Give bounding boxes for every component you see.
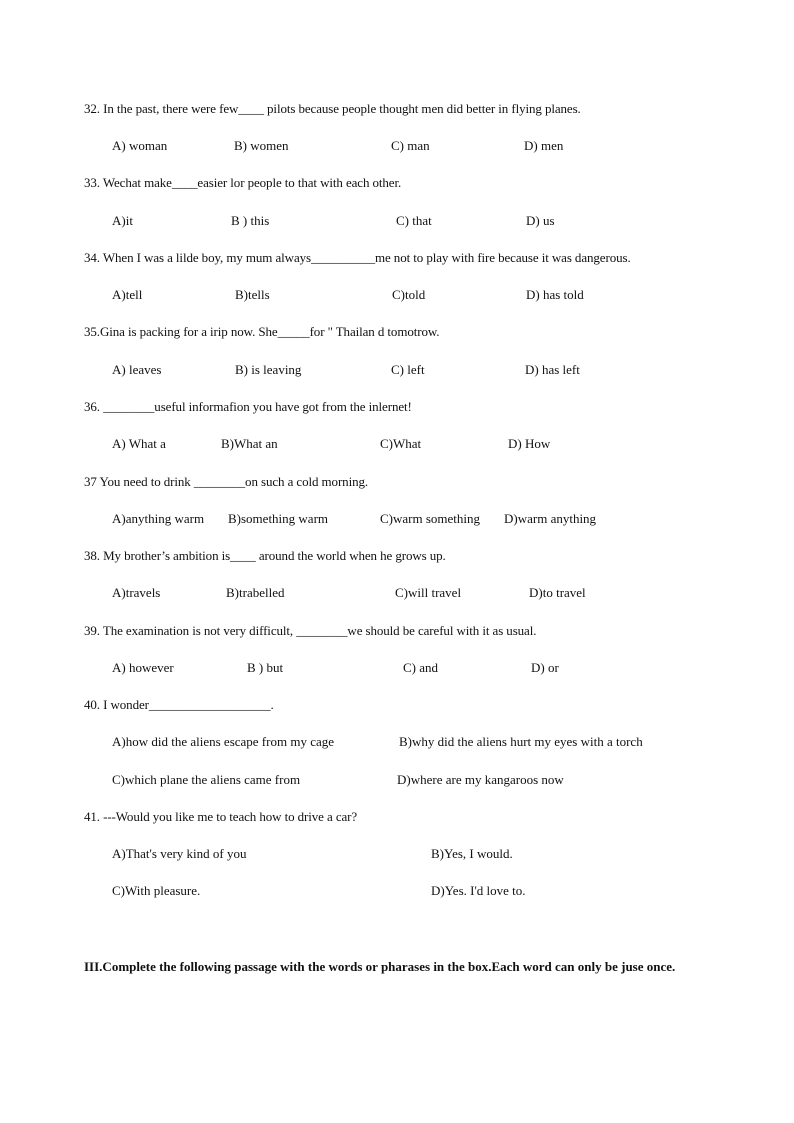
q39-option-a: A) however bbox=[112, 660, 174, 675]
q37-option-c: C)warm something bbox=[380, 511, 481, 526]
q32-option-a: A) woman bbox=[112, 138, 168, 153]
section-heading: III.Complete the following passage with the words or pharases in the box.Each word can only be juse once. bbox=[84, 959, 676, 974]
question-37: 37 You need to drink ________on such a cold morning. bbox=[84, 474, 369, 489]
q41-option-c: C)With pleasure. bbox=[112, 883, 201, 898]
q36-option-c: C)What bbox=[380, 436, 422, 451]
q34-option-b: B)tells bbox=[235, 287, 270, 302]
q38-option-b: B)trabelled bbox=[226, 585, 285, 600]
q32-option-d: D) men bbox=[524, 138, 564, 153]
question-35: 35.Gina is packing for a irip now. She_____for " Thailan d tomotrow. bbox=[84, 324, 440, 339]
q41-option-d: D)Yes. I'd love to. bbox=[431, 883, 526, 898]
q37-option-b: B)something warm bbox=[228, 511, 329, 526]
q39-option-c: C) and bbox=[403, 660, 439, 675]
q35-option-c: C) left bbox=[391, 362, 425, 377]
q34-option-c: C)told bbox=[392, 287, 426, 302]
q32-option-b: B) women bbox=[234, 138, 289, 153]
question-32: 32. In the past, there were few____ pilots because people thought men did better in flying planes. bbox=[84, 101, 581, 116]
q39-option-b: B ) but bbox=[247, 660, 284, 675]
q38-option-c: C)will travel bbox=[395, 585, 462, 600]
q34-option-a: A)tell bbox=[112, 287, 143, 302]
q38-option-d: D)to travel bbox=[529, 585, 586, 600]
q33-option-c: C) that bbox=[396, 213, 432, 228]
q40-option-a: A)how did the aliens escape from my cage bbox=[112, 734, 335, 749]
q36-option-a: A) What a bbox=[112, 436, 166, 451]
q33-option-a: A)it bbox=[112, 213, 133, 228]
question-41: 41. ---Would you like me to teach how to drive a car? bbox=[84, 809, 358, 824]
q34-option-d: D) has told bbox=[526, 287, 584, 302]
q35-option-d: D) has left bbox=[525, 362, 580, 377]
q32-option-c: C) man bbox=[391, 138, 430, 153]
q33-option-b: B ) this bbox=[231, 213, 270, 228]
question-40: 40. I wonder___________________. bbox=[84, 697, 274, 712]
q36-option-d: D) How bbox=[508, 436, 551, 451]
q35-option-b: B) is leaving bbox=[235, 362, 302, 377]
q40-option-d: D)where are my kangaroos now bbox=[397, 772, 564, 787]
question-38: 38. My brother’s ambition is____ around the world when he grows up. bbox=[84, 548, 446, 563]
q37-option-d: D)warm anything bbox=[504, 511, 597, 526]
question-34: 34. When I was a lilde boy, my mum always__________me not to play with fire because it was dangerous. bbox=[84, 250, 631, 265]
q35-option-a: A) leaves bbox=[112, 362, 162, 377]
q37-option-a: A)anything warm bbox=[112, 511, 205, 526]
question-36: 36. ________useful informafion you have got from the inlernet! bbox=[84, 399, 412, 414]
q40-option-b: B)why did the aliens hurt my eyes with a torch bbox=[399, 734, 643, 749]
q41-option-a: A)That's very kind of you bbox=[112, 846, 247, 861]
q33-option-d: D) us bbox=[526, 213, 555, 228]
question-33: 33. Wechat make____easier lor people to that with each other. bbox=[84, 175, 402, 190]
q39-option-d: D) or bbox=[531, 660, 559, 675]
question-39: 39. The examination is not very difficult, ________we should be careful with it as usual. bbox=[84, 623, 537, 638]
q41-option-b: B)Yes, I would. bbox=[431, 846, 513, 861]
q36-option-b: B)What an bbox=[221, 436, 278, 451]
q40-option-c: C)which plane the aliens came from bbox=[112, 772, 301, 787]
q38-option-a: A)travels bbox=[112, 585, 161, 600]
